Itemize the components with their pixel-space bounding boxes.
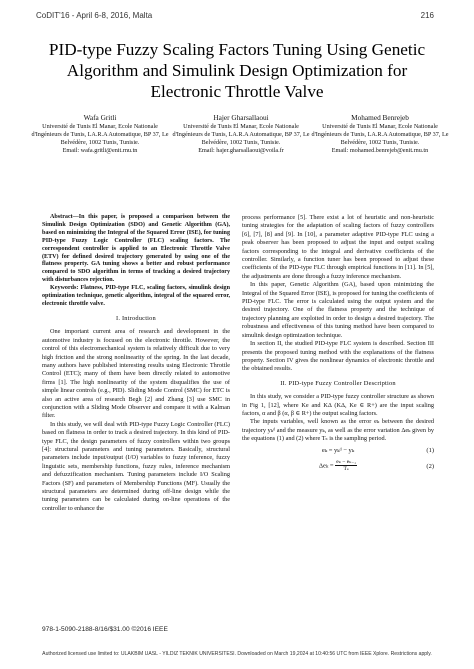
author-2 bbox=[171, 113, 311, 155]
abstract: Abstract—In this paper, is proposed a comparison between the Simulink Design Optimization (SDO) and Genetic Algorithm (GA), based on minimizing the Integral of the Squared Error (ISE), for tuning PID-type Fuzzy Logic Controller (FLC) scaling factors. The correspondent controller is applied to an Electronic Throttle Valve (ETV) for defined desired trajectory generated by using one of the flatness property. GA tuning shows a better and robust performance compared to SDO algorithm in terms of tracking a desired trajectory with disturbances rejection. bbox=[42, 214, 230, 284]
paragraph: In this study, we consider a PID-type fuzzy controller structure as shown in Fig 1, [12], where Ke and KΔ (KΔ, Ke ∈ R+) are the input scaling factors, α and β (α, β ∈ R+) the output scaling factors. bbox=[242, 393, 434, 417]
author-name: Wafa Gritli bbox=[83, 113, 117, 122]
equation-body: eₖ = yₖᵈ − yₖ bbox=[321, 446, 355, 454]
author-email: Email: mohamed.benrejeb@enit.rnu.tn bbox=[331, 147, 429, 155]
paragraph: process performance [5]. There exist a lot of heuristic and non-heuristic tuning strategies for the adaptation of scaling factors of fuzzy controllers [6], [7], [8] and [9]. In [10], a parameter adaptive PID-type FLC using a peak observer has been proposed to adjust the input and output scaling factors corresponding to the integral and derivative coefficients of the controller. Similarly, a function tuner has been proposed to adjust these coefficients of the PID-type FLC through empirical functions in [11]. In [5], the adjustments are done through a fuzzy inference mechanism. bbox=[242, 214, 434, 280]
copyright-notice: 978-1-5090-2188-8/16/$31.00 ©2016 IEEE bbox=[42, 626, 168, 633]
paragraph: In section II, the studied PID-type FLC system is described. Section III presents the proposed tuning method with the explanations of the flatness property. Section IV gives the nonlinear dynamics of electronic throttle and the obtained results. bbox=[242, 340, 434, 373]
author-name: Mohamed Benrejeb bbox=[351, 113, 409, 122]
paragraph: In this study, we will deal with PID-type Fuzzy Logic Controller (FLC) based on flatness in order to track a desired trajectory. In this kind of PID-type FLC, the design parameters of fuzzy controllers within two groups [4]: structural parameters and tuning parameters. Basically, structural parameters include input/output (I/O) variables to fuzzy inference, fuzzy linguistic sets, membership functions, fuzzy rules, inference mechanism and defuzzification mechanism. Tuning parameters include I/O Scaling Factors (SF) and parameters of Membership Functions (MF). Usually the structural parameters are determined during off-line design while the tuning parameters can be calculated during on-line operations of the controller to enhance the bbox=[42, 420, 230, 512]
author-email: Email: hajer.gharsallaoui@voila.fr bbox=[198, 147, 284, 155]
keywords: Keywords: Flatness, PID-type FLC, scaling factors, simulink design optimization technique, genetic algorithm, integral of the squared error, electronic throttle valve. bbox=[42, 285, 230, 307]
fraction-denominator: Tₛ bbox=[343, 466, 349, 473]
paper-title: PID-type Fuzzy Scaling Factors Tuning Using Genetic Algorithm and Simulink Design Optimization for Electronic Throttle Valve bbox=[48, 40, 426, 101]
author-email: Email: wafa.gritli@enit.rnu.tn bbox=[62, 147, 138, 155]
author-affiliation: Université de Tunis El Manar, Ecole Nationale d'Ingénieurs de Tunis, LA.R.A Automatique, BP 37, Le Belvédère, 1002 Tunis, Tunisie. bbox=[311, 123, 449, 147]
author-block bbox=[31, 113, 449, 199]
equation-number: (2) bbox=[426, 462, 434, 470]
author-name: Hajer Gharsallaoui bbox=[213, 113, 269, 122]
left-column bbox=[42, 214, 230, 513]
fraction bbox=[335, 459, 357, 473]
paragraph: One important current area of research and development in the automotive industry is focused on the electronic throttle. However, the control of this electromechanical system is relatively difficult due to very high friction and the strong nonlinearity of the spring. In the last decade, many authors have published interesting results using Electronic Throttle Control (ETC); many of them have been directly related to automotive firms [1]. The high nonlinearity of the system disqualifies the use of simple linear controls (e.g., PID). Sliding Mode Control (SMC) for ETC is also an active area of research Begh [2] and Zhang [3] use SMC in conjunction with a Sliding Mode Observer and compare it with a Kalman filter. bbox=[42, 328, 230, 420]
equation-number: (1) bbox=[426, 446, 434, 454]
paragraph: In this paper, Genetic Algorithm (GA), based upon minimizing the Integral of the Squared Error (ISE), is proposed for tuning the coefficients of PID-type FLC. The error is calculated using the output system and the desired trajectory. One of the flatness property and the technique of trajectory planning are exploited in order to design a desired trajectory. The robustness and effectiveness of this tuning method have been compared to simulink design optimization technique. bbox=[242, 281, 435, 339]
fraction-numerator: eₖ − eₖ₋₁ bbox=[336, 458, 357, 465]
right-column bbox=[242, 214, 434, 476]
page-number: 216 bbox=[420, 11, 434, 20]
section-heading-controller: II. PID-type Fuzzy Controller Description bbox=[280, 379, 396, 387]
author-3 bbox=[310, 113, 450, 155]
conference-name: CoDIT'16 - April 6-8, 2016, Malta bbox=[36, 11, 153, 20]
section-heading-introduction: I. Introduction bbox=[116, 314, 156, 322]
author-affiliation: Université de Tunis El Manar, Ecole Nationale d'Ingénieurs de Tunis, LA.R.A Automatique, BP 37, Le Belvédère, 1002 Tunis, Tunisie. bbox=[31, 123, 169, 147]
equation-body bbox=[242, 459, 434, 473]
equation-lhs: Δeₖ = bbox=[318, 462, 334, 470]
license-footer: Authorized licensed use limited to: ULAKBIM UASL - YILDIZ TEKNIK UNIVERSITESI. Downloaded on March 19,2024 at 10:40:56 UTC from IEEE Xplore. Restrictions apply. bbox=[42, 651, 432, 657]
paragraph: The inputs variables, well known as the error eₖ between the desired trajectory yₖᵈ and the measure yₖ, as well as the error variation Δeₖ given by the equations (1) and (2) where Tₛ is the sampling period. bbox=[242, 418, 434, 443]
author-affiliation: Université de Tunis El Manar, Ecole Nationale d'Ingénieurs de Tunis, LA.R.A Automatique, BP 37, Le Belvédère, 1002 Tunis, Tunisie. bbox=[172, 123, 310, 147]
author-1 bbox=[30, 113, 170, 155]
equation-2 bbox=[242, 459, 434, 475]
equation-1 bbox=[242, 445, 434, 458]
